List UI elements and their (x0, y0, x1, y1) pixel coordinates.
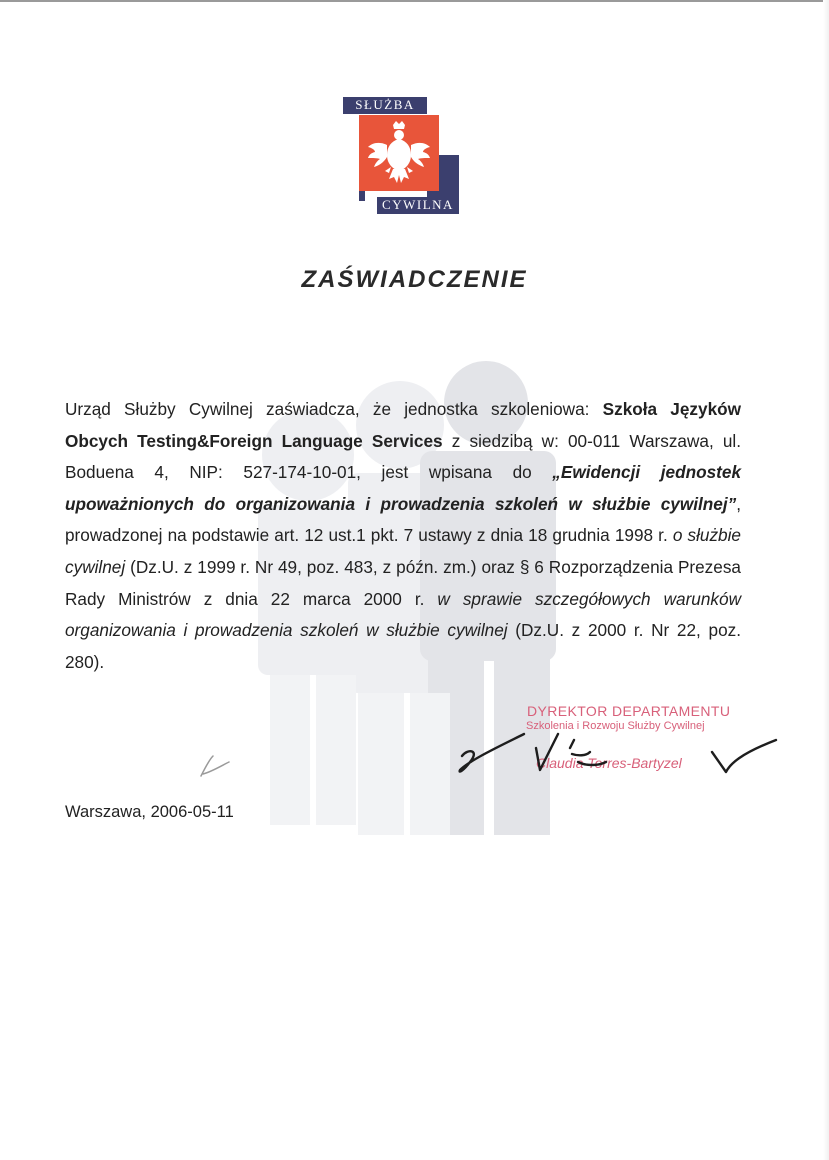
body-text-part: (Dz.U. z 1999 r. Nr 49, poz. 483, z późn. zm.) oraz § 6 Rozporządzenia Prezesa Rady Ministrów z dnia 22 marca 2000 r. (65, 556, 741, 609)
body-text-part: , prowadzonej na podstawie art. 12 ust.1 pkt. 7 ustawy z dnia 18 grudnia 1998 r. (65, 493, 741, 546)
logo-bottom-label: CYWILNA (377, 197, 459, 214)
stamp-name: Claudia Torres-Bartyzel (536, 755, 682, 771)
stamp-title: DYREKTOR DEPARTAMENTU (527, 703, 731, 719)
date-line: Warszawa, 2006-05-11 (65, 803, 234, 821)
handwritten-signature-icon (440, 720, 800, 810)
act-name: o służbie cywilnej (65, 525, 741, 577)
registry-name: „Ewidencji jednostek upoważnionych do organizowania i prowadzenia szkoleń w służbie cywilnej” (65, 462, 742, 514)
civil-service-logo (339, 97, 459, 215)
initial-mark-icon (195, 748, 235, 782)
logo-navy-corner (359, 191, 365, 201)
school-name: Szkoła Języków Obcych Testing&Foreign Language Services (65, 399, 741, 451)
scan-right-edge (823, 0, 829, 1160)
logo-top-label: SŁUŻBA (343, 97, 427, 114)
regulation-name: w sprawie szczegółowych warunków organizowania i prowadzenia szkoleń w służbie cywilnej (65, 588, 741, 641)
eagle-emblem-icon (363, 117, 435, 189)
body-text-part: Urząd Służby Cywilnej zaświadcza, że jednostka szkoleniowa: (65, 399, 603, 419)
scan-top-edge (0, 0, 829, 2)
body-text-part: (Dz.U. z 2000 r. Nr 22, poz. 280). (65, 620, 742, 672)
body-text-part: z siedzibą w: 00-011 Warszawa, ul. Boduena 4, NIP: 527-174-10-01, jest wpisana do (65, 430, 742, 483)
stamp-department: Szkolenia i Rozwoju Służby Cywilnej (526, 720, 705, 732)
document-body (65, 394, 741, 678)
document-title: ZAŚWIADCZENIE (301, 266, 528, 293)
